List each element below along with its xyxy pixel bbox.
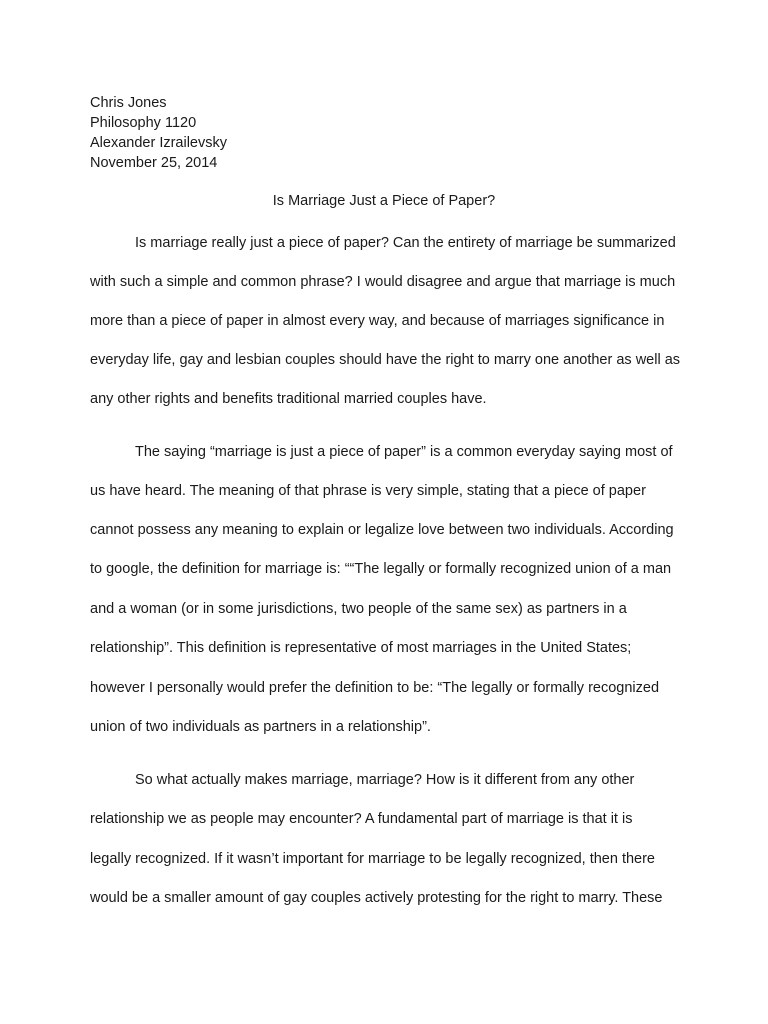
author-name: Chris Jones: [90, 95, 167, 111]
paragraph-1-line-1: Is marriage really just a piece of paper? Can the entirety of marriage be summarized: [135, 235, 676, 251]
paragraph-3-line-2: relationship we as people may encounter? A fundamental part of marriage is that it is: [90, 811, 633, 827]
paragraph-2-line-8: union of two individuals as partners in a relationship”.: [90, 719, 431, 735]
paragraph-3-line-4: would be a smaller amount of gay couples actively protesting for the right to marry. These: [90, 890, 663, 906]
paragraph-2-line-7: however I personally would prefer the definition to be: “The legally or formally recognized: [90, 680, 660, 696]
paragraph-1-line-5: any other rights and benefits traditional married couples have.: [90, 391, 487, 407]
paragraph-2-line-2: us have heard. The meaning of that phrase is very simple, stating that a piece of paper: [90, 483, 646, 499]
essay-header: [90, 93, 227, 173]
instructor-name: Alexander Izrailevsky: [90, 135, 227, 151]
paragraph-2-line-3: cannot possess any meaning to explain or legalize love between two individuals. According: [90, 522, 674, 538]
paragraph-1-line-2: with such a simple and common phrase? I would disagree and argue that marriage is much: [90, 274, 676, 290]
paragraph-2-line-5: and a woman (or in some jurisdictions, two people of the same sex) as partners in a: [90, 601, 627, 617]
paragraph-3-line-3: legally recognized. If it wasn’t important for marriage to be legally recognized, then there: [90, 851, 655, 867]
paragraph-1-line-3: more than a piece of paper in almost every way, and because of marriages significance in: [90, 313, 665, 329]
essay-title: Is Marriage Just a Piece of Paper?: [272, 193, 496, 209]
paragraph-2-line-6: relationship”. This definition is representative of most marriages in the United States;: [90, 640, 632, 656]
paragraph-2-line-4: to google, the definition for marriage is: ““The legally or formally recognized union of a man: [90, 561, 672, 577]
paragraph-3-line-1: So what actually makes marriage, marriage? How is it different from any other: [135, 772, 635, 788]
course-name: Philosophy 1120: [90, 115, 197, 131]
essay-date: November 25, 2014: [90, 155, 218, 171]
paragraph-1-line-4: everyday life, gay and lesbian couples should have the right to marry one another as well as: [90, 352, 681, 368]
paragraph-2-line-1: The saying “marriage is just a piece of paper” is a common everyday saying most of: [135, 444, 673, 460]
